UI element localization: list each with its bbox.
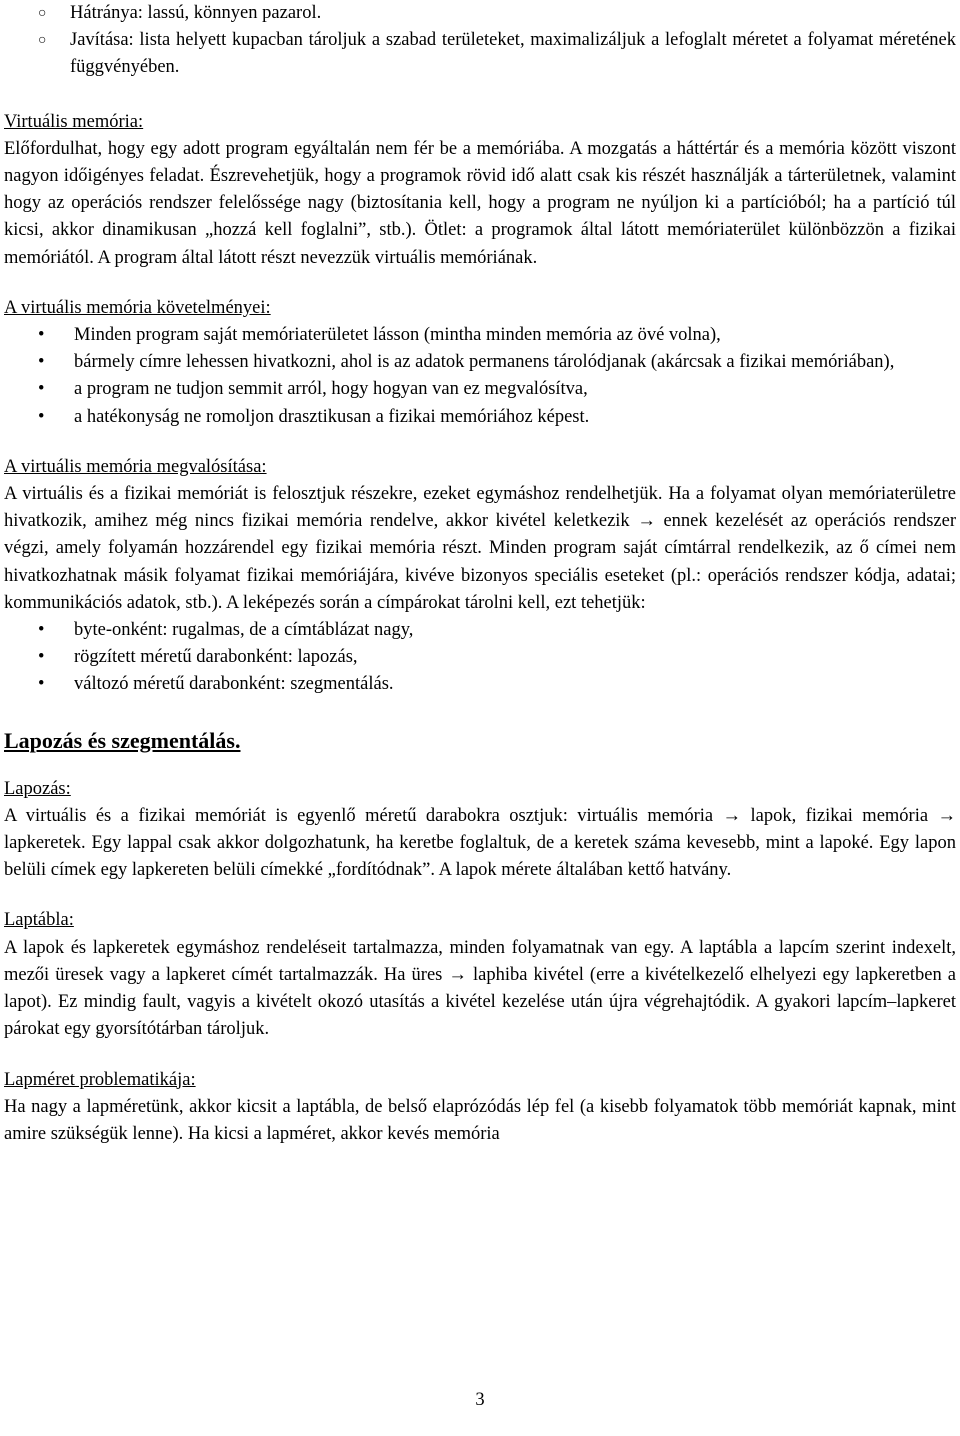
implementation-list bbox=[4, 617, 956, 699]
bullet-icon: • bbox=[38, 406, 45, 427]
bullet-icon: • bbox=[38, 352, 45, 373]
list-item bbox=[38, 322, 956, 349]
list-item-text: Hátránya: lassú, könnyen pazarol. bbox=[70, 3, 322, 23]
list-item bbox=[38, 644, 956, 671]
list-item-text: byte-onként: rugalmas, de a címtáblázat nagy, bbox=[74, 620, 414, 641]
implementation-heading: A virtuális memória megvalósítása: bbox=[4, 456, 267, 477]
bullet-icon: • bbox=[38, 620, 45, 641]
document-page bbox=[4, 0, 956, 1148]
bullet-icon: • bbox=[38, 674, 45, 695]
list-item-text: bármely címre lehessen hivatkozni, ahol is az adatok permanens tárolódjanak (akárcsak a fizikai memóriában), bbox=[74, 352, 895, 373]
virtual-memory-paragraph: Előfordulhat, hogy egy adott program egyáltalán nem fér be a memóriába. A mozgatás a háttértár és a memória között viszont nagyon időigényes feladat. Észrevehetjük, hogy a programok rövid idő alatt csak kis részét használják a tárterületnek, valamint hogy az operációs rendszer felelőssége nagy (biztosítania kell, hogy a program ne nyúljon ki a partícióból; ha a partíció túl kicsi, akkor dinamikusan „hozzá kell foglalni”, stb.). Ötlet: a programok által látott memóriaterület különbözzön a fizikai memóriától. A program által látott részt nevezzük virtuális memóriának. bbox=[4, 138, 956, 268]
list-item bbox=[38, 404, 956, 431]
paging-paragraph: A virtuális és a fizikai memóriát is egyenlő méretű darabokra osztjuk: virtuális memória → lapok, fizikai memória → lapkeretek. Egy lappal csak akkor dolgozhatunk, ha keretbe foglaltuk, de a keretek száma kevesebb, mint a lapoké. Egy lapon belüli címek egy lapkereten belüli címekké „fordítódnak”. A lapok mérete általában kettő hatvány. bbox=[4, 805, 956, 881]
page-number: 3 bbox=[475, 1390, 485, 1410]
list-item-text: változó méretű darabonként: szegmentálás. bbox=[74, 674, 394, 695]
circle-bullet-icon: ○ bbox=[38, 6, 47, 21]
bullet-icon: • bbox=[38, 325, 45, 346]
list-item-text: rögzített méretű darabonként: lapozás, bbox=[74, 647, 358, 668]
virtual-memory-heading: Virtuális memória: bbox=[4, 111, 144, 132]
requirements-list bbox=[4, 322, 956, 431]
paging-heading: Lapozás: bbox=[4, 778, 71, 799]
bullet-icon: • bbox=[38, 647, 45, 668]
page-size-heading: Lapméret problematikája: bbox=[4, 1069, 196, 1090]
list-item bbox=[38, 671, 956, 698]
list-item-text: a program ne tudjon semmit arról, hogy hogyan van ez megvalósítva, bbox=[74, 379, 588, 400]
page-table-heading: Laptábla: bbox=[4, 910, 74, 931]
section-title: Lapozás és szegmentálás. bbox=[4, 727, 241, 753]
list-item bbox=[38, 0, 956, 27]
list-item bbox=[38, 27, 956, 81]
list-item bbox=[38, 376, 956, 403]
list-item-text: Javítása: lista helyett kupacban tároljuk a szabad területeket, maximalizáljuk a lefoglalt méretet a folyamat méretének függvényében. bbox=[70, 30, 956, 78]
list-item bbox=[38, 617, 956, 644]
list-item bbox=[38, 349, 956, 376]
bullet-icon: • bbox=[38, 379, 45, 400]
list-item-text: a hatékonyság ne romoljon drasztikusan a fizikai memóriához képest. bbox=[74, 406, 590, 427]
top-sublist bbox=[4, 0, 956, 82]
implementation-paragraph: A virtuális és a fizikai memóriát is felosztjuk részekre, ezeket egymáshoz rendelhetjük. Ha a folyamat olyan memóriaterületre hivatkozik, amihez még nincs fizikai memória rendelve, akkor kivétel keletkezik → ennek kezelését az operációs rendszer végzi, amely folyamán hozzárendel egy fizikai memória részt. Minden program saját címtárral rendelkezik, az ő címei nem hivatkozhatnak másik folyamat fizikai memóriájára, kivéve bizonyos speciális eseteket (pl.: operációs rendszer kódja, adatai; kommunikációs adatok, stb.). A leképezés során a címpárokat tárolni kell, ezt tehetjük: bbox=[4, 484, 956, 613]
page-table-paragraph: A lapok és lapkeretek egymáshoz rendeléseit tartalmazza, minden folyamatnak van egy. A laptábla a lapcím szerint indexelt, mezői üresek vagy a lapkeret címét tartalmazzák. Ha üres → laphiba kivétel (erre a kivételkezelő elhelyezi egy lapkeretben a lapot). Ez mindig fault, vagyis a kivételt okozó utasítás a kivétel kezelése után újra végrehajtódik. A gyakori lapcím–lapkeret párokat egy gyorsítótárban tároljuk. bbox=[4, 937, 956, 1040]
page-size-paragraph: Ha nagy a lapméretünk, akkor kicsit a laptábla, de belső elaprózódás lép fel (a kisebb folyamatok több memóriát kapnak, mint amire szükségük lenne). Ha kicsi a lapméret, akkor kevés memória bbox=[4, 1096, 956, 1144]
circle-bullet-icon: ○ bbox=[38, 33, 47, 49]
list-item-text: Minden program saját memóriaterületet lásson (mintha minden memória az övé volna), bbox=[74, 325, 721, 346]
requirements-heading: A virtuális memória követelményei: bbox=[4, 297, 271, 318]
